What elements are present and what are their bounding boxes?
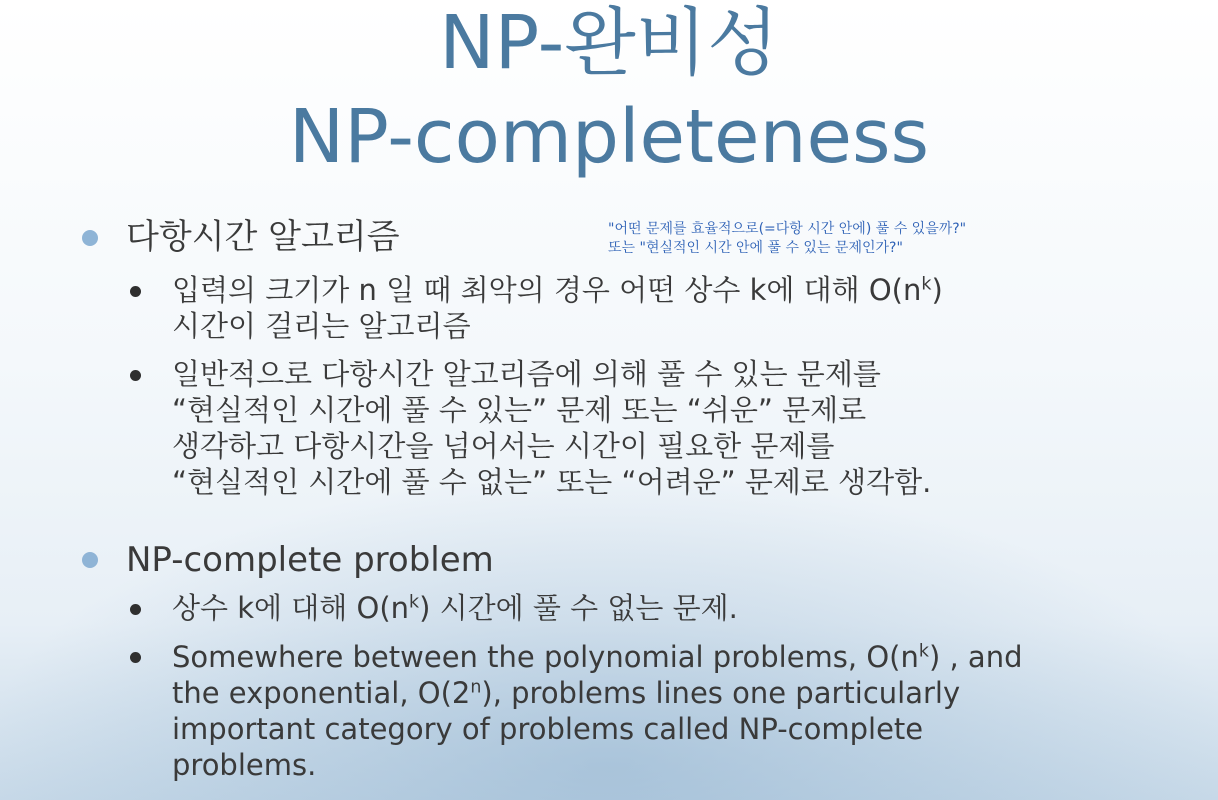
polytime-item-2-line-4: “현실적인 시간에 풀 수 없는” 또는 “어려운” 문제로 생각함. (172, 465, 932, 499)
npc-item-2-line-1: Somewhere between the polynomial problems, $O(n^k)$ , and (172, 640, 1023, 674)
npc-item-2-line-2: the exponential, O(2$^n$), problems lines one particularly (172, 676, 961, 710)
npc-item-1-line: 상수 k에 대해 $O(n^k)$ 시간에 풀 수 없는 문제. (172, 591, 738, 625)
level2-bullet-icon (130, 286, 141, 297)
npc-item-1 (172, 590, 738, 626)
npc-item-2-line-3: important category of problems called NP-complete (172, 712, 924, 746)
polytime-item-2-line-1: 일반적으로 다항시간 알고리즘에 의해 풀 수 있는 문제를 (172, 357, 881, 391)
level1-bullet-icon (82, 552, 98, 568)
level2-bullet-icon (130, 604, 141, 615)
polytime-item-1-line-1: 입력의 크기가 n 일 때 최악의 경우 어떤 상수 k에 대해 $O(n^k)$ (172, 273, 943, 307)
annotation-line-2: 또는 "현실적인 시간 안에 풀 수 있는 문제인가?" (608, 240, 903, 256)
npc-heading: NP-complete problem (126, 540, 494, 580)
polytime-item-1-line-2: 시간이 걸리는 알고리즘 (172, 309, 471, 343)
npc-item-2-line-4: problems. (172, 748, 317, 782)
polytime-item-2-line-3: 생각하고 다항시간을 넘어서는 시간이 필요한 문제를 (172, 429, 835, 463)
level1-bullet-icon (82, 230, 98, 246)
npc-item-2 (172, 639, 1022, 783)
level2-bullet-icon (130, 652, 141, 663)
polytime-item-2 (172, 356, 931, 500)
slide-title-korean: NP-완비성 (439, 0, 779, 86)
level2-bullet-icon (130, 370, 141, 381)
annotation-line-1: "어떤 문제를 효율적으로(=다항 시간 안에) 풀 수 있을까?" (608, 221, 967, 237)
polytime-heading: 다항시간 알고리즘 (126, 217, 400, 257)
polytime-item-1 (172, 272, 943, 344)
slide-title-english: NP-completeness (288, 94, 930, 180)
polytime-item-2-line-2: “현실적인 시간에 풀 수 있는” 문제 또는 “쉬운” 문제로 (172, 393, 867, 427)
annotation-note (608, 220, 966, 258)
